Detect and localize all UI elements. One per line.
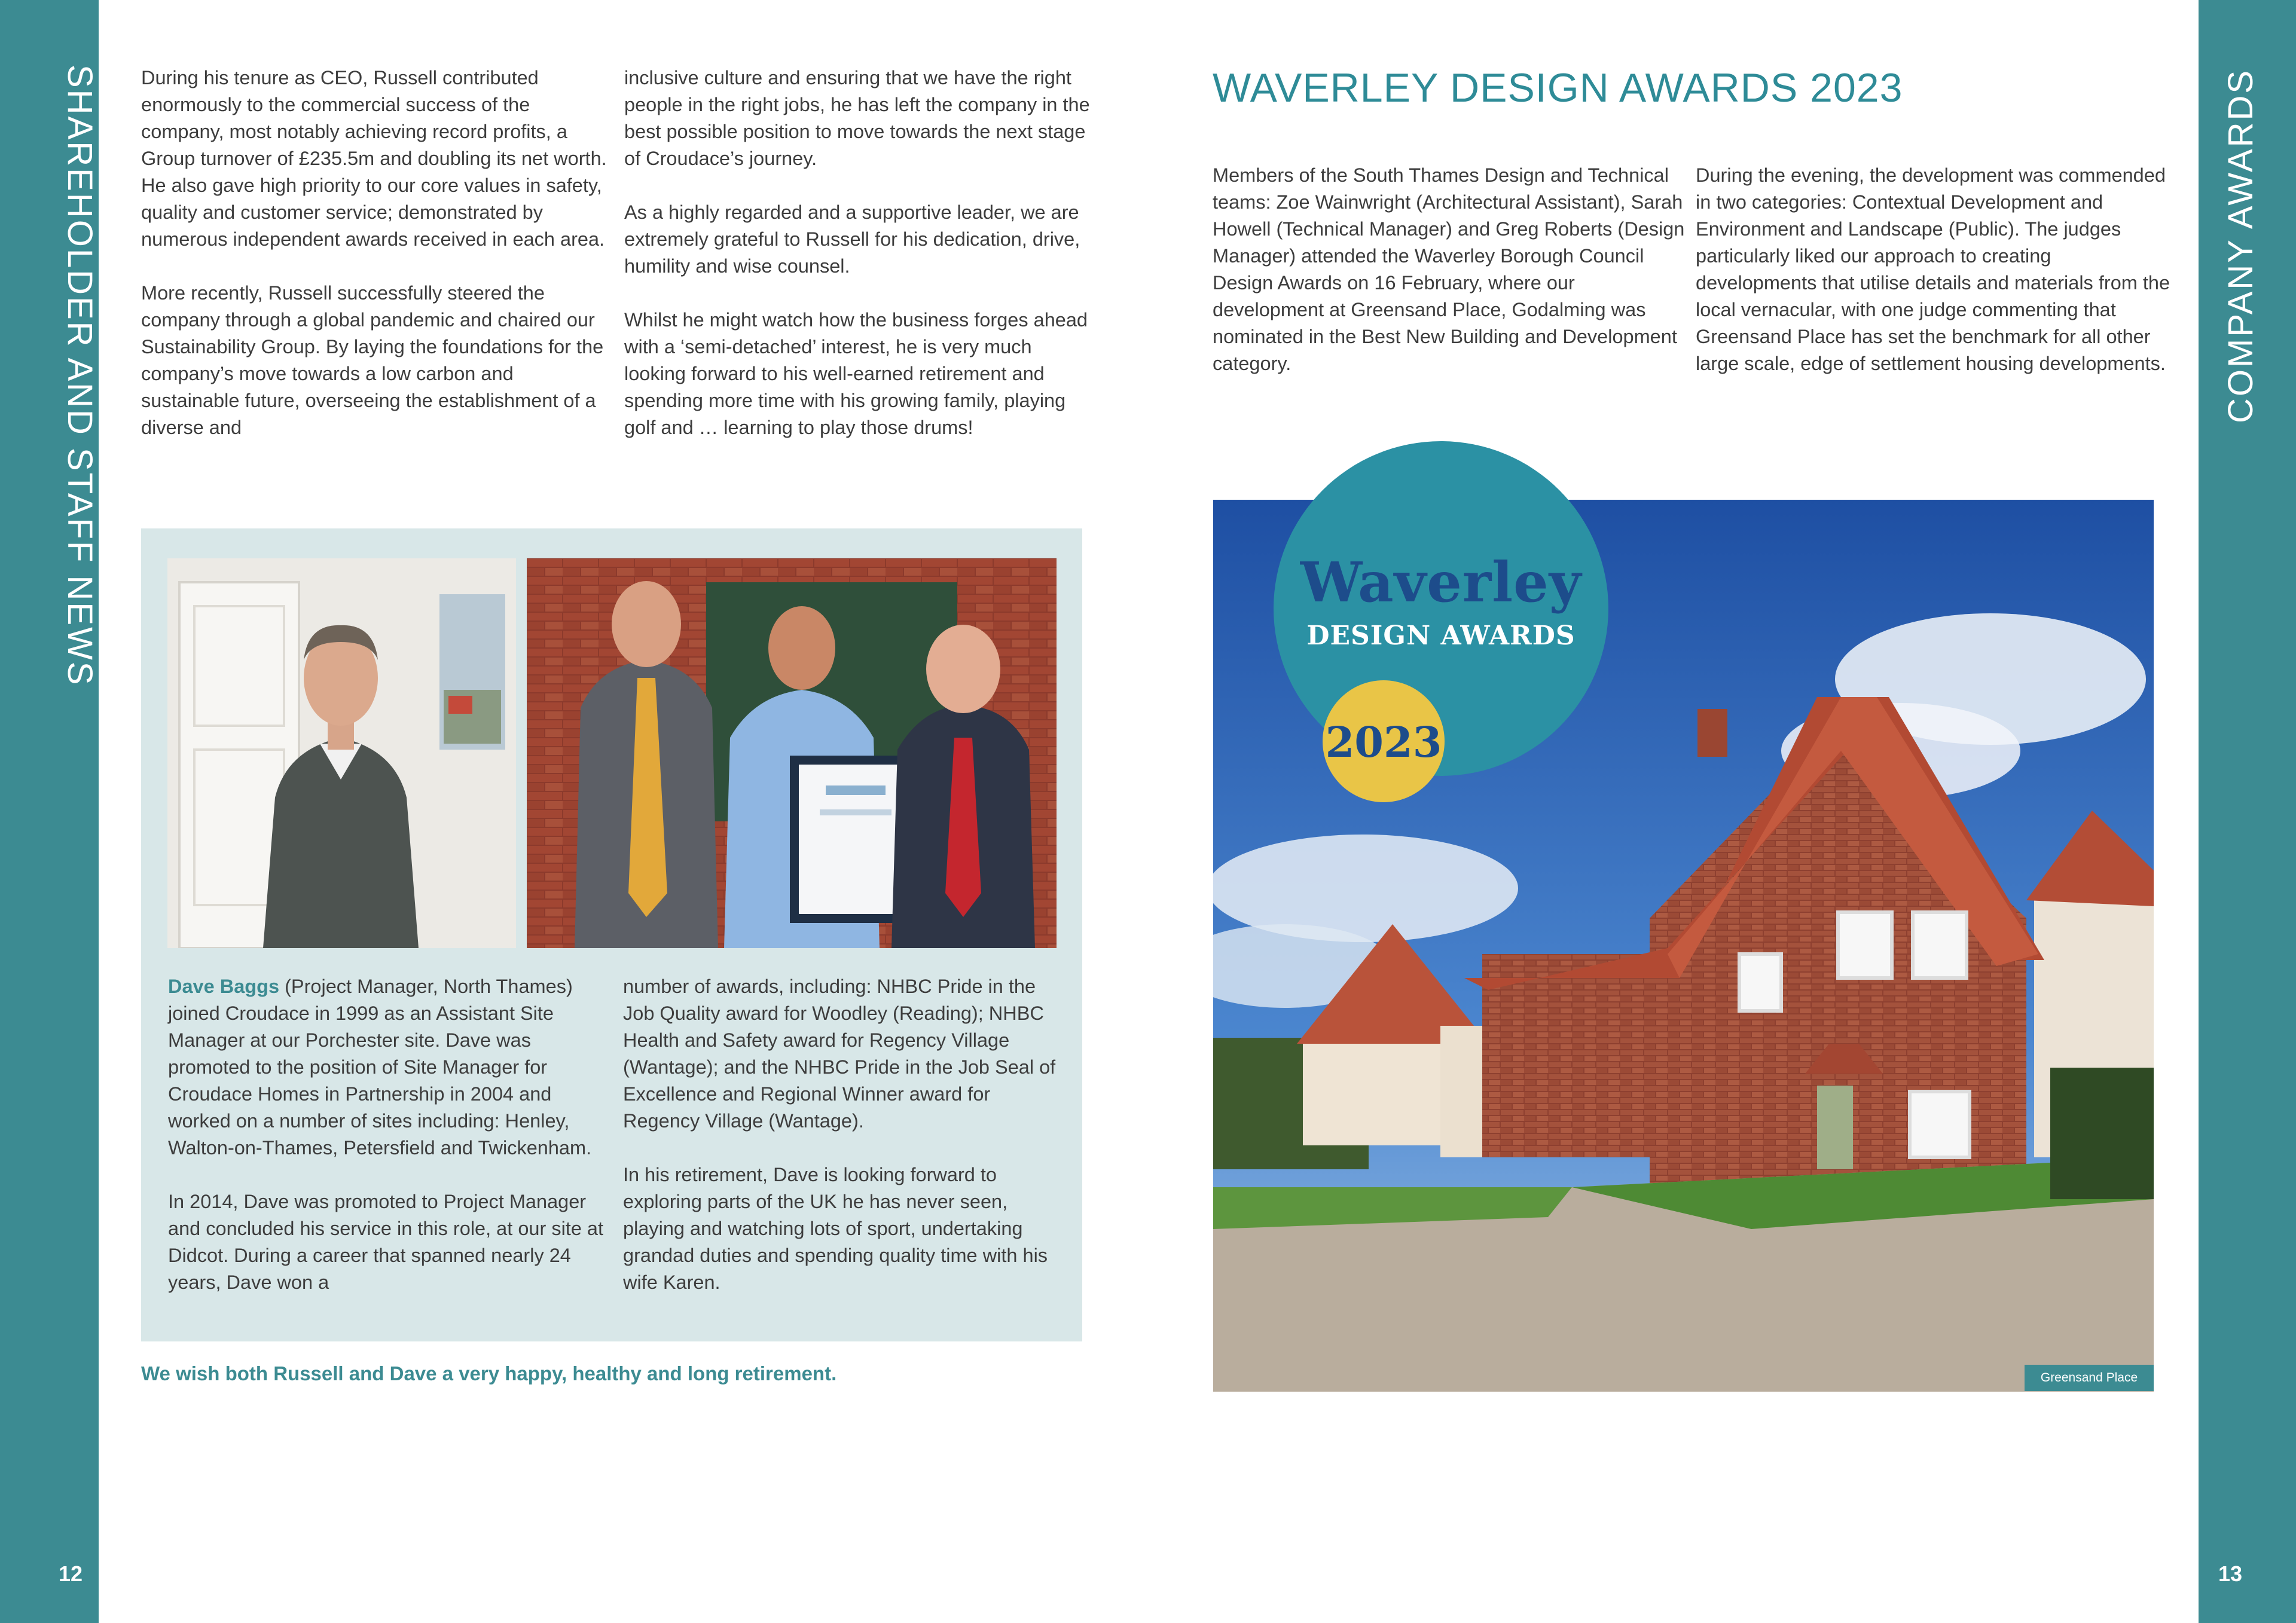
dave-column-1 (168, 973, 610, 1296)
award-presentation-photo (527, 558, 1057, 948)
section-title-shareholder-staff-news: SHAREHOLDER AND STAFF NEWS (60, 65, 99, 687)
awards-column-1 (1213, 162, 1685, 377)
paragraph: During the evening, the development was commended in two categories: Contextual Development and Environment and Landscape (Public). The judges particularly liked our approach to creating developments that utilise details and materials from the local vernacular, with one judge commenting that Greensand Place has set the benchmark for all other large scale, edge of settlement housing developments. (1696, 164, 2170, 374)
awards-column-2 (1696, 162, 2174, 377)
year-badge-text: 2023 (1325, 717, 1442, 767)
paragraph: In 2014, Dave was promoted to Project Manager and concluded his service in this role, at our site at Didcot. During a career that spanned nearly 24 years, Dave won a (168, 1191, 604, 1293)
photo-caption: Greensand Place (2025, 1365, 2154, 1391)
paragraph: As a highly regarded and a supportive leader, we are extremely grateful to Russell for his dedication, drive, humility and wise counsel. (624, 201, 1080, 277)
dave-portrait-photo (167, 558, 516, 948)
page-number-left: 12 (59, 1561, 83, 1586)
paragraph: inclusive culture and ensuring that we have the right people in the right jobs, he has left the company in the best possible position to move towards the next stage of Croudace’s journey. (624, 67, 1090, 169)
closing-message: We wish both Russell and Dave a very happy, healthy and long retirement. (141, 1362, 837, 1384)
waverley-logo-word: Waverley (1300, 550, 1582, 615)
dave-name: Dave Baggs (168, 976, 280, 997)
paragraph: number of awards, including: NHBC Pride in the Job Quality award for Woodley (Reading); NHBC Health and Safety award for Regency Village (Wantage); and the NHBC Pride in the Job Seal of Excellence and Regional Winner award for Regency Village (Wantage). (623, 976, 1056, 1132)
paragraph: Members of the South Thames Design and Technical teams: Zoe Wainwright (Architectural Assistant), Sarah Howell (Technical Manager) and Greg Roberts (Design Manager) attended the Waverley Borough Council Design Awards on 16 February, where our development at Greensand Place, Godalming was nominated in the Best New Building and Development category. (1213, 164, 1685, 374)
dave-intro-text: (Project Manager, North Thames) joined Croudace in 1999 as an Assistant Site Manager at our Porchester site. Dave was promoted to the position of Site Manager for Croudace Homes in Partnership in 2004 and worked on a number of sites including: Henley, Walton-on-Thames, Petersfield and Twickenham. (168, 976, 592, 1159)
paragraph: More recently, Russell successfully steered the company through a global pandemic and chaired our Sustainability Group. By laying the foundations for the company’s move towards a low carbon and sustainable future, overseeing the establishment of a diverse and (141, 282, 604, 438)
waverley-logo-subtitle: DESIGN AWARDS (1306, 621, 1576, 651)
dave-column-2 (623, 973, 1065, 1296)
russell-column-2 (624, 65, 1091, 441)
paragraph (168, 973, 610, 1162)
section-title-company-awards: COMPANY AWARDS (2221, 68, 2260, 423)
paragraph: In his retirement, Dave is looking forward to exploring parts of the UK he has never seen, playing and watching lots of sport, undertaking grandad duties and spending quality time with his wife Karen. (623, 1164, 1048, 1293)
paragraph: During his tenure as CEO, Russell contributed enormously to the commercial success of the company, most notably achieving record profits, a Group turnover of £235.5m and doubling its net worth. He also gave high priority to our core values in safety, quality and customer service; demonstrated by numerous independent awards received in each area. (141, 67, 607, 250)
paragraph: Whilst he might watch how the business forges ahead with a ‘semi-detached’ interest, he is very much looking forward to his well-earned retirement and spending more time with his growing family, playing golf and … learning to play those drums! (624, 309, 1088, 438)
article-title: WAVERLEY DESIGN AWARDS 2023 (1213, 65, 1903, 111)
russell-column-1 (141, 65, 607, 441)
page-number-right: 13 (2218, 1561, 2243, 1586)
